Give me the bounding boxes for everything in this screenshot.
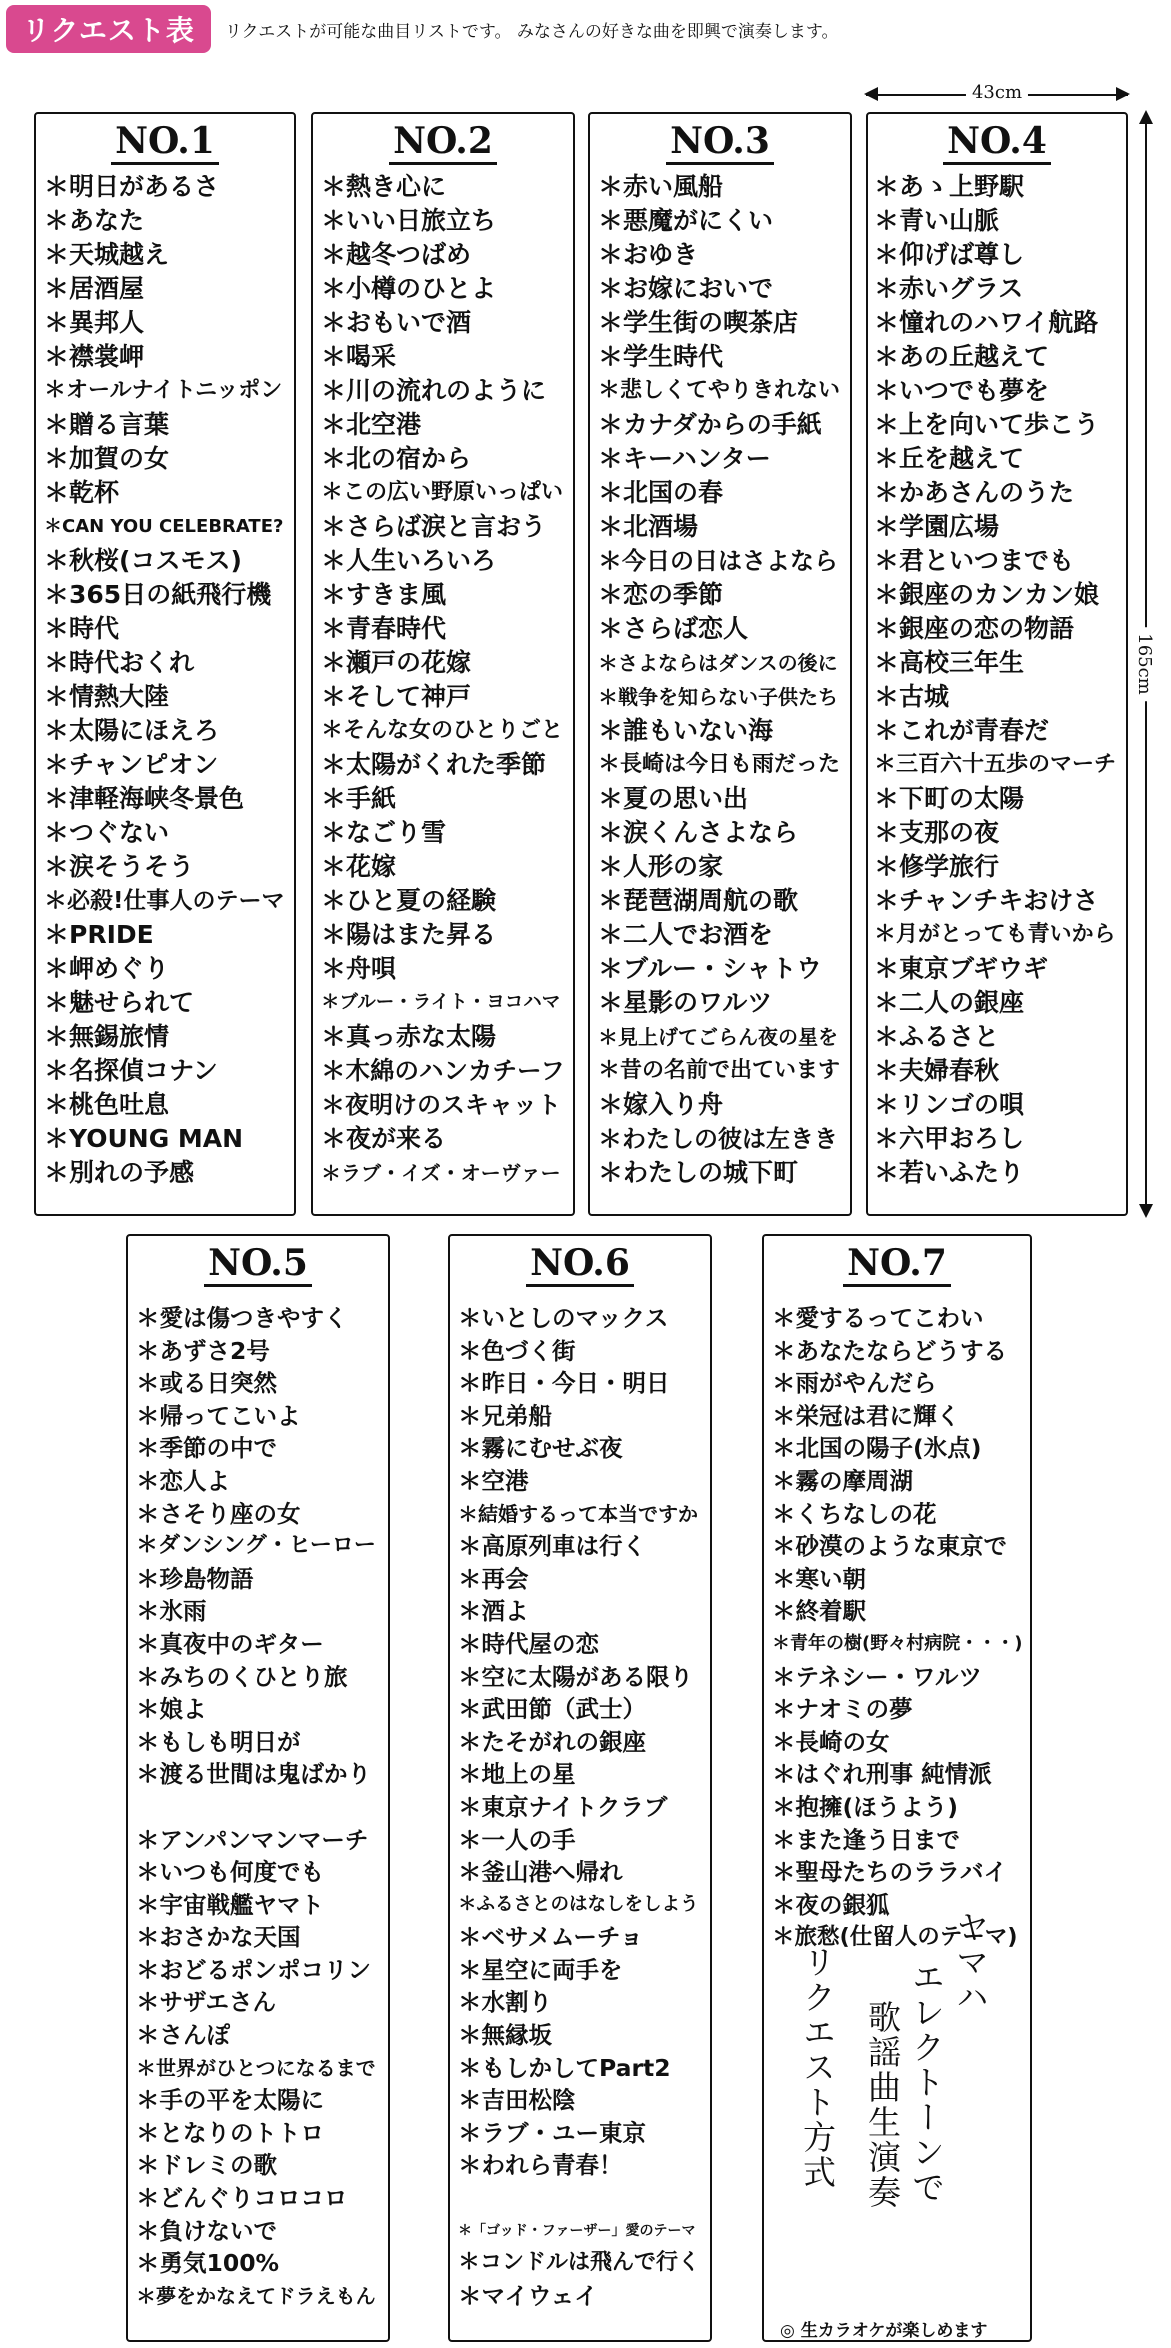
song-item: ＊ ナオミの夢: [772, 1693, 1022, 1726]
song-item: ＊ 月がとっても青いから: [874, 918, 1120, 952]
song-item: ＊ さんぽ: [136, 2019, 380, 2052]
song-item: ＊ ひと夏の経験: [321, 884, 565, 918]
song-item: ＊ お嫁においで: [598, 272, 842, 306]
song-list: [772, 1302, 1022, 1954]
song-item: ＊ これが青春だ: [874, 714, 1120, 748]
song-item: ＊ 喝采: [321, 340, 565, 374]
song-item: ＊ たそがれの銀座: [458, 1726, 702, 1759]
song-item: ＊ 「ゴッド・ファーザー」愛のテーマ: [458, 2215, 702, 2248]
song-item: ＊ 季節の中で: [136, 1432, 380, 1465]
song-item: ＊ 長崎の女: [772, 1726, 1022, 1759]
width-label: 43cm: [966, 82, 1028, 103]
song-item: ＊ 学生時代: [598, 340, 842, 374]
song-item: ＊ 砂漠のような東京で: [772, 1530, 1022, 1563]
song-item: ＊ おもいで酒: [321, 306, 565, 340]
vertical-text-yamaha: ヤマハ: [951, 1910, 990, 2015]
song-item: ＊ 東京ナイトクラブ: [458, 1791, 702, 1824]
song-item: ＊ 恋人よ: [136, 1465, 380, 1498]
song-item: ＊ 津軽海峡冬景色: [44, 782, 286, 816]
song-item: ＊ 夜明けのスキャット: [321, 1088, 565, 1122]
song-item: ＊ 仰げば尊し: [874, 238, 1120, 272]
song-item: ＊ 名探偵コナン: [44, 1054, 286, 1088]
song-item: ＊ 悪魔がにくい: [598, 204, 842, 238]
song-item: ＊ 異邦人: [44, 306, 286, 340]
song-item: ＊ カナダからの手紙: [598, 408, 842, 442]
header-subtitle: リクエストが可能な曲目リストです。 みなさんの好きな曲を即興で演奏します。: [224, 21, 839, 42]
song-item: ＊ 魅せられて: [44, 986, 286, 1020]
song-item: ＊ あの丘越えて: [874, 340, 1120, 374]
song-item: ＊ もしかしてPart2: [458, 2052, 702, 2085]
song-item: ＊ 東京ブギウギ: [874, 952, 1120, 986]
song-item: ＊ 太陽がくれた季節: [321, 748, 565, 782]
vertical-text-electone: エレクトーンで: [907, 1960, 946, 2205]
song-item: ＊ 人形の家: [598, 850, 842, 884]
song-list: [44, 170, 286, 1190]
song-item: ＊ 加賀の女: [44, 442, 286, 476]
song-item: ＊ 丘を越えて: [874, 442, 1120, 476]
panel-title: NO.7: [772, 1242, 1022, 1284]
song-item: ＊ 学生街の喫茶店: [598, 306, 842, 340]
song-item: ＊ 北国の春: [598, 476, 842, 510]
song-item: ＊ みちのくひとり旅: [136, 1661, 380, 1694]
song-item: ＊ 武田節（武士）: [458, 1693, 702, 1726]
list-spacer: [458, 2182, 702, 2215]
song-item: ＊ チャンピオン: [44, 748, 286, 782]
song-item: ＊ 真っ赤な太陽: [321, 1020, 565, 1054]
song-item: ＊ 終着駅: [772, 1595, 1022, 1628]
width-dimension: [866, 82, 1128, 106]
song-item: ＊ 川の流れのように: [321, 374, 565, 408]
song-item: ＊ 兄弟船: [458, 1400, 702, 1433]
song-item: ＊ 青年の樹(野々村病院・・・): [772, 1628, 1022, 1661]
arrow-left-icon: [864, 87, 878, 101]
song-list: [598, 170, 842, 1190]
request-list-tag: リクエスト表: [6, 5, 211, 53]
song-item: ＊ われら青春！: [458, 2149, 702, 2182]
song-item: ＊ 珍島物語: [136, 1563, 380, 1596]
song-item: ＊ 夜が来る: [321, 1122, 565, 1156]
song-item: ＊ 雨がやんだら: [772, 1367, 1022, 1400]
song-item: ＊ 娘よ: [136, 1693, 380, 1726]
song-item: ＊ 人生いろいろ: [321, 544, 565, 578]
list-spacer: [136, 1791, 380, 1824]
song-item: ＊ 支那の夜: [874, 816, 1120, 850]
song-item: ＊ 手の平を太陽に: [136, 2084, 380, 2117]
panel-title: NO.2: [321, 120, 565, 162]
song-item: ＊ 憧れのハワイ航路: [874, 306, 1120, 340]
song-item: ＊ 居酒屋: [44, 272, 286, 306]
song-item: ＊ 勇気100%: [136, 2247, 380, 2280]
song-item: ＊ 一人の手: [458, 1824, 702, 1857]
song-item: ＊ 夫婦春秋: [874, 1054, 1120, 1088]
song-item: ＊ 別れの予感: [44, 1156, 286, 1190]
song-item: ＊ かあさんのうた: [874, 476, 1120, 510]
panel-title: NO.5: [136, 1242, 380, 1284]
song-item: ＊ 昨日・今日・明日: [458, 1367, 702, 1400]
song-item: ＊ 必殺!仕事人のテーマ: [44, 884, 286, 918]
song-item: ＊ 再会: [458, 1563, 702, 1596]
song-item: ＊ 愛するってこわい: [772, 1302, 1022, 1335]
song-item: ＊ 寒い朝: [772, 1563, 1022, 1596]
song-item: ＊ ブルー・ライト・ヨコハマ: [321, 986, 565, 1020]
song-panel-4: [866, 112, 1128, 1216]
song-item: ＊ 情熱大陸: [44, 680, 286, 714]
panel-title: NO.6: [458, 1242, 702, 1284]
song-item: ＊ 北酒場: [598, 510, 842, 544]
song-item: ＊ ラブ・ユー東京: [458, 2117, 702, 2150]
song-item: ＊ はぐれ刑事 純情派: [772, 1758, 1022, 1791]
song-panel-5: [126, 1234, 390, 2342]
song-item: ＊ わたしの城下町: [598, 1156, 842, 1190]
song-item: ＊ 陽はまた昇る: [321, 918, 565, 952]
song-item: ＊ この広い野原いっぱい: [321, 476, 565, 510]
song-item: ＊ リンゴの唄: [874, 1088, 1120, 1122]
song-item: ＊ 手紙: [321, 782, 565, 816]
song-item: ＊ いつも何度でも: [136, 1856, 380, 1889]
song-item: ＊ 長崎は今日も雨だった: [598, 748, 842, 782]
song-item: ＊ 聖母たちのララバイ: [772, 1856, 1022, 1889]
song-item: ＊ ふるさとのはなしをしよう: [458, 1889, 702, 1922]
vertical-text-kayo: 歌謡曲生演奏: [863, 2000, 902, 2210]
song-item: ＊ あずさ2号: [136, 1335, 380, 1368]
song-item: ＊ 霧の摩周湖: [772, 1465, 1022, 1498]
song-item: ＊ 涙そうそう: [44, 850, 286, 884]
song-item: ＊ 見上げてごらん夜の星を: [598, 1020, 842, 1054]
song-item: ＊ 旅愁(仕留人のテーマ): [772, 1921, 1022, 1954]
song-item: ＊ さそり座の女: [136, 1498, 380, 1531]
song-item: ＊ 岬めぐり: [44, 952, 286, 986]
song-item: ＊ ラブ・イズ・オーヴァー: [321, 1156, 565, 1190]
song-item: ＊ 明日があるさ: [44, 170, 286, 204]
song-item: ＊ ドレミの歌: [136, 2149, 380, 2182]
song-item: ＊ 琵琶湖周航の歌: [598, 884, 842, 918]
song-item: ＊ 小樽のひとよ: [321, 272, 565, 306]
song-item: ＊ 北空港: [321, 408, 565, 442]
song-panel-3: [588, 112, 852, 1216]
song-item: ＊ いとしのマックス: [458, 1302, 702, 1335]
song-item: ＊ サザエさん: [136, 1986, 380, 2019]
song-item: ＊ あなた: [44, 204, 286, 238]
song-item: ＊ 瀬戸の花嫁: [321, 646, 565, 680]
song-item: ＊ マイウェイ: [458, 2280, 702, 2313]
song-item: ＊ 氷雨: [136, 1595, 380, 1628]
header: [6, 6, 839, 52]
song-item: ＊ 空港: [458, 1465, 702, 1498]
song-item: ＊ 時代屋の恋: [458, 1628, 702, 1661]
song-item: ＊ 若いふたり: [874, 1156, 1120, 1190]
song-item: ＊ ブルー・シャトウ: [598, 952, 842, 986]
song-item: ＊ 三百六十五歩のマーチ: [874, 748, 1120, 782]
panel-title: NO.4: [874, 120, 1120, 162]
song-item: ＊ YOUNG MAN: [44, 1122, 286, 1156]
song-item: ＊ 渡る世間は鬼ばかり: [136, 1758, 380, 1791]
song-item: ＊ チャンチキおけさ: [874, 884, 1120, 918]
vertical-text-request: リクエスト方式: [798, 1945, 837, 2190]
song-item: ＊ 古城: [874, 680, 1120, 714]
song-item: ＊ 昔の名前で出ています: [598, 1054, 842, 1088]
song-item: ＊ コンドルは飛んで行く: [458, 2247, 702, 2280]
song-item: ＊ 涙くんさよなら: [598, 816, 842, 850]
song-item: ＊ 乾杯: [44, 476, 286, 510]
song-item: ＊ 夜の銀狐: [772, 1889, 1022, 1922]
song-item: ＊ 天城越え: [44, 238, 286, 272]
song-item: ＊ 上を向いて歩こう: [874, 408, 1120, 442]
song-item: ＊ 北国の陽子(氷点): [772, 1432, 1022, 1465]
song-item: ＊ 学園広場: [874, 510, 1120, 544]
song-item: ＊ なごり雪: [321, 816, 565, 850]
song-item: ＊ 高校三年生: [874, 646, 1120, 680]
song-item: ＊ そんな女のひとりごと: [321, 714, 565, 748]
song-item: ＊ 愛は傷つきやすく: [136, 1302, 380, 1335]
song-item: ＊ ダンシング・ヒーロー: [136, 1530, 380, 1563]
song-panel-6: [448, 1234, 712, 2342]
song-item: ＊ 霧にむせぶ夜: [458, 1432, 702, 1465]
song-item: ＊ 銀座の恋の物語: [874, 612, 1120, 646]
song-item: ＊ 365日の紙飛行機: [44, 578, 286, 612]
song-item: ＊ いい日旅立ち: [321, 204, 565, 238]
song-item: ＊ 吉田松陰: [458, 2084, 702, 2117]
height-label: 165cm: [1134, 627, 1155, 701]
song-item: ＊ わたしの彼は左きき: [598, 1122, 842, 1156]
song-item: ＊ さらば恋人: [598, 612, 842, 646]
song-item: ＊ すきま風: [321, 578, 565, 612]
song-item: ＊ 栄冠は君に輝く: [772, 1400, 1022, 1433]
song-item: ＊ そして神戸: [321, 680, 565, 714]
song-item: ＊ 襟裳岬: [44, 340, 286, 374]
song-item: ＊ 今日の日はさよなら: [598, 544, 842, 578]
arrow-up-icon: [1139, 110, 1153, 124]
song-item: ＊ 誰もいない海: [598, 714, 842, 748]
song-item: ＊ つぐない: [44, 816, 286, 850]
song-item: ＊ 世界がひとつになるまで: [136, 2052, 380, 2085]
song-item: ＊ 或る日突然: [136, 1367, 380, 1400]
song-item: ＊ 酒よ: [458, 1595, 702, 1628]
song-item: ＊ 釜山港へ帰れ: [458, 1856, 702, 1889]
song-item: ＊ さよならはダンスの後に: [598, 646, 842, 680]
song-item: ＊ 色づく街: [458, 1335, 702, 1368]
song-item: ＊ 二人でお酒を: [598, 918, 842, 952]
song-item: ＊ くちなしの花: [772, 1498, 1022, 1531]
song-item: ＊ 六甲おろし: [874, 1122, 1120, 1156]
song-item: ＊ もしも明日が: [136, 1726, 380, 1759]
song-item: ＊ あなたならどうする: [772, 1335, 1022, 1368]
song-item: ＊ 赤いグラス: [874, 272, 1120, 306]
song-item: ＊ 太陽にほえろ: [44, 714, 286, 748]
song-item: ＊ 北の宿から: [321, 442, 565, 476]
song-item: ＊ 贈る言葉: [44, 408, 286, 442]
song-list: [458, 1302, 702, 2312]
song-list: [321, 170, 565, 1190]
song-item: ＊ 帰ってこいよ: [136, 1400, 380, 1433]
song-item: ＊ 夏の思い出: [598, 782, 842, 816]
song-list: [874, 170, 1120, 1190]
song-item: ＊ 君といつまでも: [874, 544, 1120, 578]
song-item: ＊ CAN YOU CELEBRATE?: [44, 510, 286, 544]
song-item: ＊ 修学旅行: [874, 850, 1120, 884]
song-item: ＊ 悲しくてやりきれない: [598, 374, 842, 408]
song-item: ＊ おどるポンポコリン: [136, 1954, 380, 1987]
song-item: ＊ 赤い風船: [598, 170, 842, 204]
song-item: ＊ PRIDE: [44, 918, 286, 952]
song-item: ＊ おさかな天国: [136, 1921, 380, 1954]
song-item: ＊ 水割り: [458, 1986, 702, 2019]
song-item: ＊ いつでも夢を: [874, 374, 1120, 408]
footer-note: ◎ 生カラオケが楽しめます: [780, 2321, 988, 2341]
song-item: ＊ 桃色吐息: [44, 1088, 286, 1122]
height-dimension: [1134, 112, 1158, 1216]
song-panel-2: [311, 112, 575, 1216]
song-item: ＊ おゆき: [598, 238, 842, 272]
song-item: ＊ 宇宙戦艦ヤマト: [136, 1889, 380, 1922]
song-item: ＊ 青い山脈: [874, 204, 1120, 238]
song-item: ＊ どんぐりコロコロ: [136, 2182, 380, 2215]
song-item: ＊ ふるさと: [874, 1020, 1120, 1054]
song-item: ＊ 越冬つばめ: [321, 238, 565, 272]
song-item: ＊ 恋の季節: [598, 578, 842, 612]
song-item: ＊ また逢う日まで: [772, 1824, 1022, 1857]
song-panel-1: [34, 112, 296, 1216]
song-item: ＊ 嫁入り舟: [598, 1088, 842, 1122]
song-item: ＊ となりのトトロ: [136, 2117, 380, 2150]
song-item: ＊ 星影のワルツ: [598, 986, 842, 1020]
song-item: ＊ 地上の星: [458, 1758, 702, 1791]
song-item: ＊ ベサメムーチョ: [458, 1921, 702, 1954]
song-item: ＊ 銀座のカンカン娘: [874, 578, 1120, 612]
song-item: ＊ 舟唄: [321, 952, 565, 986]
arrow-right-icon: [1116, 87, 1130, 101]
song-item: ＊ 負けないで: [136, 2215, 380, 2248]
song-item: ＊ 二人の銀座: [874, 986, 1120, 1020]
song-item: ＊ あゝ上野駅: [874, 170, 1120, 204]
song-list: [136, 1302, 380, 2312]
song-item: ＊ 空に太陽がある限り: [458, 1661, 702, 1694]
song-item: ＊ 無錫旅情: [44, 1020, 286, 1054]
song-item: ＊ アンパンマンマーチ: [136, 1824, 380, 1857]
song-item: ＊ 高原列車は行く: [458, 1530, 702, 1563]
song-item: ＊ キーハンター: [598, 442, 842, 476]
panel-title: NO.1: [44, 120, 286, 162]
song-item: ＊ 星空に両手を: [458, 1954, 702, 1987]
song-item: ＊ 無縁坂: [458, 2019, 702, 2052]
song-item: ＊ 花嫁: [321, 850, 565, 884]
song-item: ＊ 抱擁(ほうよう): [772, 1791, 1022, 1824]
arrow-down-icon: [1139, 1204, 1153, 1218]
song-item: ＊ オールナイトニッポン: [44, 374, 286, 408]
song-item: ＊ 戦争を知らない子供たち: [598, 680, 842, 714]
panel-title: NO.3: [598, 120, 842, 162]
song-item: ＊ 秋桜(コスモス): [44, 544, 286, 578]
song-item: ＊ 夢をかなえてドラえもん: [136, 2280, 380, 2313]
song-item: ＊ 時代: [44, 612, 286, 646]
song-item: ＊ 熱き心に: [321, 170, 565, 204]
song-item: ＊ 時代おくれ: [44, 646, 286, 680]
song-item: ＊ 下町の太陽: [874, 782, 1120, 816]
song-item: ＊ 真夜中のギター: [136, 1628, 380, 1661]
song-item: ＊ 青春時代: [321, 612, 565, 646]
song-item: ＊ さらば涙と言おう: [321, 510, 565, 544]
song-item: ＊ テネシー・ワルツ: [772, 1661, 1022, 1694]
song-item: ＊ 木綿のハンカチーフ: [321, 1054, 565, 1088]
song-item: ＊ 結婚するって本当ですか: [458, 1498, 702, 1531]
